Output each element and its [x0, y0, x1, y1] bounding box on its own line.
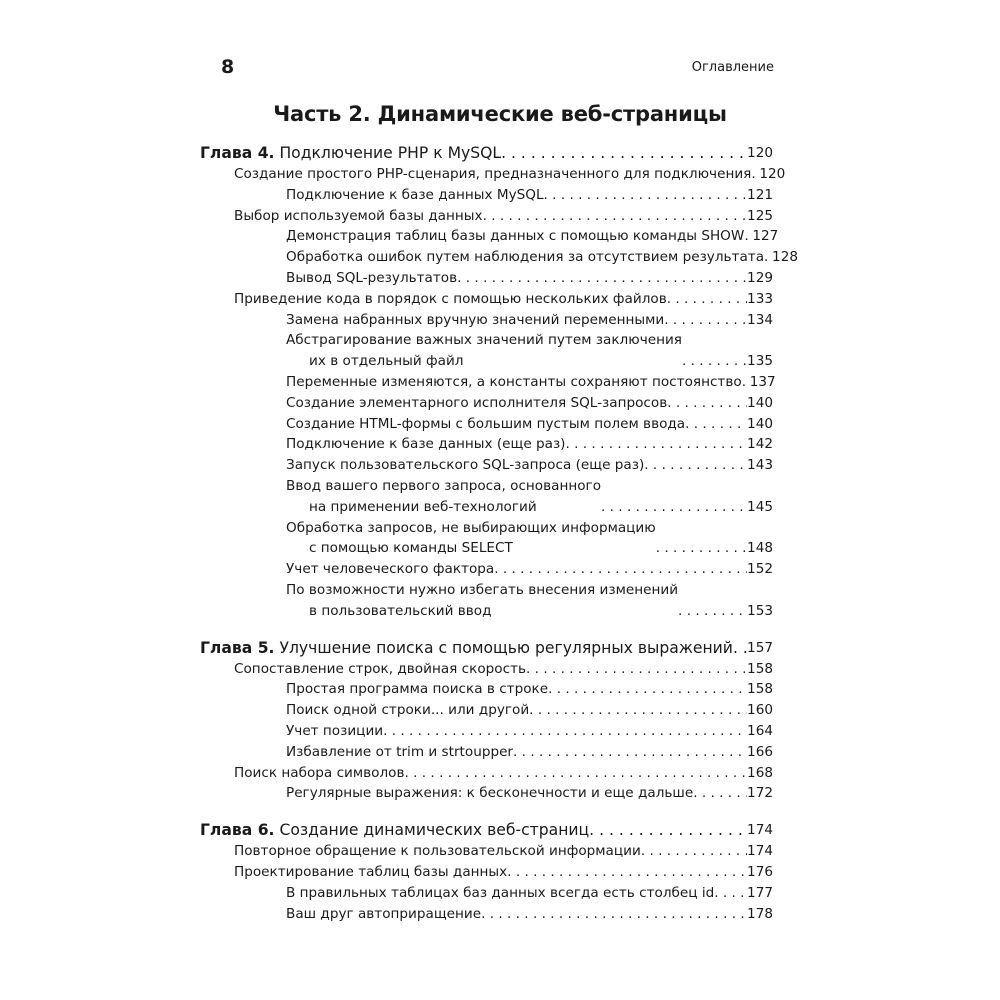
toc-entry[interactable] — [200, 783, 773, 804]
toc-page-number: 152 — [747, 561, 773, 578]
toc-entry-title — [286, 372, 742, 393]
dot-leader — [494, 559, 747, 580]
entry-title-continuation: с помощью команды SELECT — [309, 540, 513, 557]
toc-entry-title — [286, 226, 744, 247]
entry-title-text: Улучшение поиска с помощью регулярных выражений — [279, 638, 733, 657]
entry-title-text: Создание динамических веб-страниц — [279, 821, 590, 840]
toc-entry-title — [286, 310, 664, 331]
toc-entry[interactable] — [200, 247, 798, 268]
running-head: Оглавление — [691, 60, 774, 75]
toc-entry[interactable] — [200, 268, 773, 289]
toc-entry-title — [286, 247, 764, 268]
dot-leader — [507, 862, 747, 883]
toc-entry-title — [234, 841, 641, 862]
toc-entry-title — [286, 742, 513, 763]
toc-chapter-entry[interactable] — [200, 143, 773, 164]
toc-entry-title — [234, 206, 483, 227]
toc-entry-title — [286, 883, 714, 904]
entry-title-text: Обработка запросов, не выбирающих информацию — [286, 519, 656, 536]
dot-leader — [457, 268, 747, 289]
entry-title-text: Абстрагирование важных значений путем заключения — [286, 332, 682, 349]
toc-page-number: 143 — [747, 457, 773, 474]
toc-entry[interactable] — [200, 206, 773, 227]
dot-leader — [664, 310, 747, 331]
toc-chapter-entry[interactable] — [200, 638, 773, 659]
toc-entry[interactable] — [200, 226, 779, 247]
toc-page-number: 158 — [747, 681, 773, 698]
dot-leader — [566, 434, 748, 455]
toc-entry-title — [286, 330, 682, 372]
toc-page-number: 145 — [747, 498, 773, 515]
toc-page-number: 158 — [747, 660, 773, 677]
toc-page-number: 153 — [747, 602, 773, 619]
entry-title-text: Подключение к базе данных (еще раз) — [286, 436, 566, 453]
toc-entry-title — [200, 820, 589, 841]
toc-page-number: 174 — [747, 843, 773, 860]
toc-entry[interactable] — [200, 862, 773, 883]
entry-title-text: Поиск одной строки... или другой — [286, 702, 530, 719]
toc-page-number: 120 — [759, 166, 786, 182]
dot-leader — [405, 763, 748, 784]
entry-title-continuation: в пользовательский ввод — [309, 602, 492, 619]
entry-title-text: Выбор используемой базы данных — [234, 207, 483, 224]
entry-title-text: Учет человеческого фактора — [286, 561, 495, 578]
dot-leader — [544, 185, 748, 206]
entry-title-text: Подключение PHP к MySQL — [279, 144, 502, 162]
chapter-label: Глава 4. — [200, 144, 275, 162]
page-number: 8 — [221, 56, 235, 78]
toc-page-number: 142 — [747, 436, 773, 453]
dot-leader — [656, 538, 747, 559]
entry-title-continuation: их в отдельный файл — [309, 353, 464, 370]
toc-page-number: 174 — [747, 822, 773, 839]
entry-title-text: Сопоставление строк, двойная скорость — [234, 660, 527, 677]
toc-entry-title — [286, 721, 383, 742]
entry-title-text: Запуск пользовательского SQL-запроса (еще раз) — [286, 457, 645, 474]
toc-entry[interactable] — [200, 580, 773, 622]
toc-page-number: 166 — [747, 743, 773, 760]
toc-entry[interactable] — [200, 763, 773, 784]
dot-leader — [685, 414, 747, 435]
toc-page-number: 133 — [747, 290, 773, 307]
toc-entry[interactable] — [200, 164, 786, 185]
toc-entry-title — [234, 659, 526, 680]
toc-page-number: 164 — [747, 722, 773, 739]
toc-page-number: 134 — [747, 311, 773, 328]
entry-title-text: По возможности нужно избегать внесения изменений — [286, 581, 679, 598]
toc-entry[interactable] — [200, 700, 773, 721]
toc-entry[interactable] — [200, 372, 776, 393]
toc-entry-title — [234, 763, 405, 784]
toc-page-number: 127 — [752, 228, 779, 245]
toc-entry-title — [234, 289, 667, 310]
toc-entry[interactable] — [200, 289, 773, 310]
entry-title-text: Демонстрация таблиц базы данных с помощью команды SHOW — [286, 228, 745, 245]
toc-page-number: 157 — [747, 639, 773, 656]
toc-entry-title — [286, 559, 494, 580]
entry-title-text: Создание простого PHP-сценария, предназначенного для подключения — [234, 166, 752, 182]
toc-page-number: 120 — [747, 145, 773, 161]
toc-entry-title — [286, 679, 548, 700]
entry-title-text: Ввод вашего первого запроса, основанного — [286, 477, 602, 494]
toc-entry-title — [286, 518, 656, 560]
toc-entry-title — [234, 164, 751, 185]
entry-title-text: Переменные изменяются, а константы сохраняют постоянство — [286, 373, 742, 390]
toc-entry-title — [286, 580, 678, 622]
entry-title-text: Поиск набора символов — [234, 764, 405, 781]
toc-entry-title — [286, 783, 693, 804]
dot-leader — [601, 497, 747, 518]
entry-title-text: Учет позиции — [286, 722, 384, 739]
dot-leader — [529, 700, 747, 721]
toc-page-number: 178 — [747, 905, 773, 922]
toc-page-number: 172 — [747, 785, 773, 802]
dot-leader — [589, 820, 747, 841]
toc-entry-title — [286, 700, 529, 721]
toc-entry-title — [200, 638, 733, 659]
dot-leader — [742, 372, 750, 393]
dot-leader — [678, 601, 747, 622]
entry-title-text: Замена набранных вручную значений переменными — [286, 311, 665, 328]
toc-page-number: 125 — [747, 207, 773, 224]
toc-entry[interactable] — [200, 883, 773, 904]
dot-leader — [667, 393, 747, 414]
toc-page-number: 121 — [747, 186, 773, 203]
toc-page-number: 148 — [747, 540, 773, 557]
toc-entry-title — [286, 434, 566, 455]
toc-entry[interactable] — [200, 330, 773, 372]
entry-title-text: Повторное обращение к пользовательской информации — [234, 843, 641, 860]
toc-chapter-entry[interactable] — [200, 820, 773, 841]
entry-title-text: В правильных таблицах баз данных всегда есть столбец id — [286, 884, 715, 901]
toc-entry-title — [286, 393, 667, 414]
toc-entry-title — [286, 904, 481, 925]
toc-entry[interactable] — [200, 721, 773, 742]
toc-page-number: 140 — [747, 415, 773, 432]
dot-leader — [682, 351, 747, 372]
dot-leader — [483, 206, 747, 227]
toc-page-number: 176 — [747, 863, 773, 880]
chapter-label: Глава 5. — [200, 638, 275, 657]
toc-entry-title — [286, 476, 601, 518]
dot-leader — [714, 883, 747, 904]
entry-title-text: Простая программа поиска в строке — [286, 681, 549, 698]
toc-entry[interactable] — [200, 185, 773, 206]
toc-entry-title — [286, 268, 457, 289]
entry-title-text: Приведение кода в порядок с помощью нескольких файлов — [234, 290, 667, 307]
toc-page-number: 160 — [747, 702, 773, 719]
dot-leader — [644, 455, 747, 476]
toc-page-number: 168 — [747, 764, 773, 781]
dot-leader — [693, 783, 747, 804]
toc-entry[interactable] — [200, 455, 773, 476]
dot-leader — [383, 721, 747, 742]
dot-leader — [548, 679, 747, 700]
dot-leader — [526, 659, 747, 680]
toc-entry[interactable] — [200, 434, 773, 455]
toc-entry[interactable] — [200, 742, 773, 763]
toc-page-number: 135 — [747, 353, 773, 370]
toc-entry[interactable] — [200, 679, 773, 700]
entry-title-text: Подключение к базе данных MySQL — [286, 186, 544, 203]
toc-page-number: 137 — [749, 373, 776, 390]
toc-entry[interactable] — [200, 659, 773, 680]
toc-entry-title — [286, 455, 644, 476]
entry-title-text: Создание элементарного исполнителя SQL-запросов — [286, 394, 668, 411]
entry-title-text: Вывод SQL-результатов — [286, 269, 458, 286]
toc-entry-title — [234, 862, 507, 883]
toc-entry-title — [286, 185, 544, 206]
entry-title-text: Ваш друг автоприращение — [286, 905, 482, 922]
dot-leader — [744, 226, 752, 247]
chapter-label: Глава 6. — [200, 821, 275, 840]
dot-leader — [481, 904, 747, 925]
entry-title-text: Обработка ошибок путем наблюдения за отсутствием результата — [286, 249, 765, 266]
table-of-contents — [200, 143, 798, 924]
toc-page-number: 177 — [747, 884, 773, 901]
dot-leader — [641, 841, 747, 862]
dot-leader — [513, 742, 747, 763]
dot-leader — [764, 247, 772, 268]
toc-entry-title — [200, 143, 501, 164]
entry-title-text: Проектирование таблиц базы данных — [234, 863, 508, 880]
dot-leader — [733, 638, 747, 659]
toc-entry[interactable] — [200, 904, 773, 925]
dot-leader — [667, 289, 747, 310]
toc-entry[interactable] — [200, 518, 773, 560]
entry-title-continuation: на применении веб-технологий — [309, 498, 537, 515]
entry-title-text: Создание HTML-формы с большим пустым полем ввода — [286, 415, 686, 432]
dot-leader — [751, 164, 759, 185]
toc-entry[interactable] — [200, 841, 773, 862]
dot-leader — [501, 143, 747, 164]
part-title: Часть 2. Динамические веб-страницы — [273, 102, 727, 126]
toc-page-number: 129 — [747, 269, 773, 286]
toc-entry[interactable] — [200, 393, 773, 414]
entry-title-text: Регулярные выражения: к бесконечности и еще дальше — [286, 785, 694, 802]
toc-entry[interactable] — [200, 559, 773, 580]
toc-entry[interactable] — [200, 476, 773, 518]
toc-page-number: 128 — [772, 249, 798, 266]
toc-entry[interactable] — [200, 414, 773, 435]
entry-title-text: Избавление от trim и strtoupper — [286, 743, 514, 760]
toc-page-number: 140 — [747, 394, 773, 411]
toc-entry[interactable] — [200, 310, 773, 331]
toc-entry-title — [286, 414, 685, 435]
